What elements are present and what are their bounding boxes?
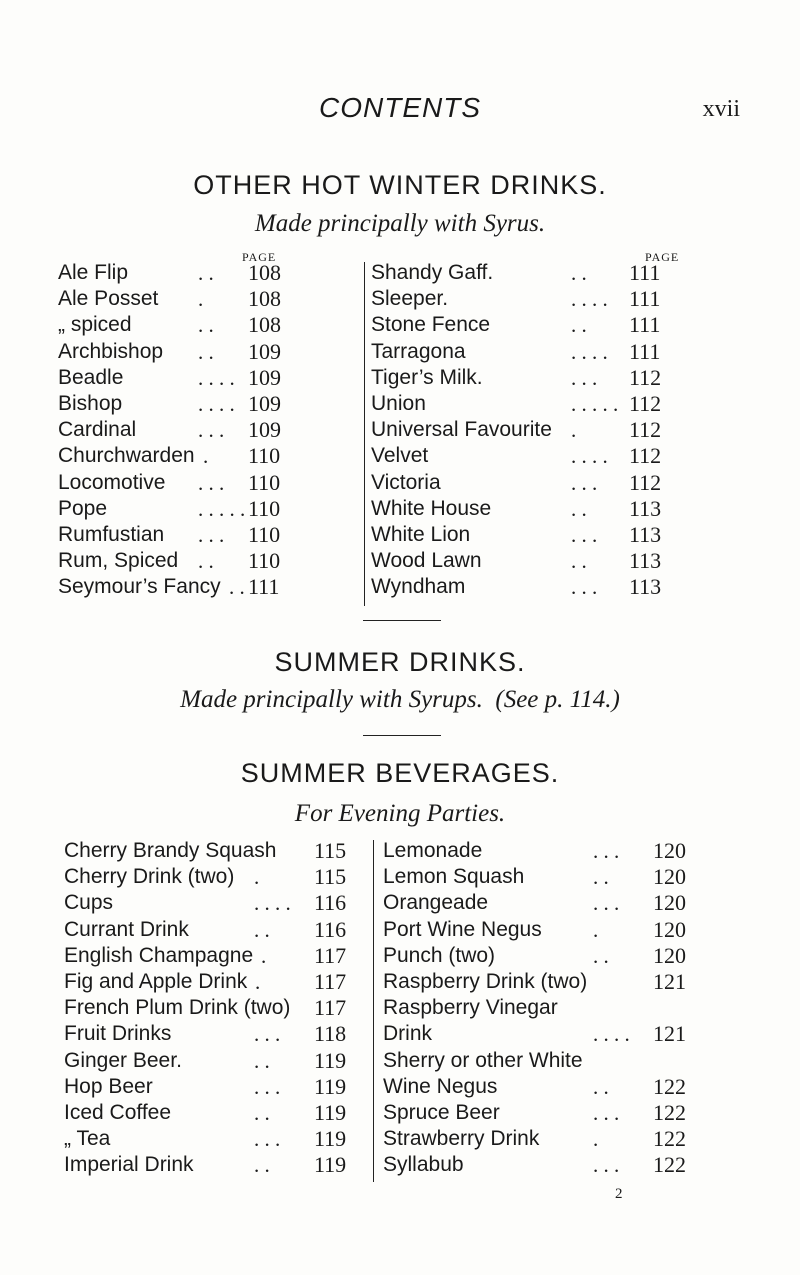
leader-dots: . . bbox=[254, 917, 270, 942]
leader-dots: . . . bbox=[254, 1127, 281, 1152]
leader-dots: . . bbox=[198, 261, 214, 285]
entry-name: Victoria bbox=[371, 470, 441, 494]
entry-page-number: 119 bbox=[314, 1073, 347, 1099]
winter-list-left bbox=[58, 260, 368, 600]
entry-page-number: 113 bbox=[629, 574, 662, 600]
leader-dots: . . . . bbox=[571, 287, 608, 312]
entry-name: Lemonade bbox=[383, 839, 483, 862]
leader-dots: . . . . bbox=[571, 339, 608, 364]
list-item bbox=[58, 548, 368, 574]
signature-mark: 2 bbox=[615, 1186, 623, 1202]
entry-page-number: 111 bbox=[629, 260, 661, 285]
entry-name: Fruit Drinks bbox=[64, 1022, 172, 1046]
entry-name: Pope bbox=[58, 496, 108, 520]
entry-page-number: 108 bbox=[248, 312, 281, 338]
entry-page-number: 117 bbox=[314, 942, 347, 968]
leader-dots: . bbox=[593, 917, 599, 942]
entry-name: Spruce Beer bbox=[383, 1100, 500, 1124]
leader-dots: . . bbox=[571, 549, 587, 574]
entry-name: Wood Lawn bbox=[371, 549, 482, 573]
entry-page-number: 108 bbox=[248, 260, 281, 285]
leader-dots: . . . . bbox=[254, 891, 291, 916]
leader-dots: . . bbox=[571, 313, 587, 338]
entry-page-number: 112 bbox=[629, 364, 662, 390]
list-item bbox=[371, 286, 691, 312]
leader-dots: . . . bbox=[198, 470, 225, 495]
list-item bbox=[58, 286, 368, 312]
entry-page-number: 122 bbox=[653, 1152, 686, 1178]
section-heading-summer-beverages: SUMMER BEVERAGES. bbox=[240, 758, 560, 788]
entry-name: Stone Fence bbox=[371, 313, 491, 337]
list-item bbox=[371, 574, 691, 600]
leader-dots: . . . bbox=[593, 839, 620, 863]
leader-dots: . . . . bbox=[198, 391, 235, 416]
entry-page-number: 116 bbox=[314, 916, 347, 942]
entry-page-number: 112 bbox=[629, 417, 662, 443]
entry-page-number: 112 bbox=[629, 469, 662, 495]
leader-dots: . bbox=[571, 418, 577, 443]
list-item bbox=[58, 522, 368, 548]
entry-name: Punch (two) bbox=[383, 943, 496, 967]
leader-dots: . . bbox=[593, 943, 609, 968]
entry-page-number: 122 bbox=[653, 1073, 686, 1099]
entry-page-number: 121 bbox=[653, 1021, 686, 1047]
entry-name: Universal Favourite bbox=[371, 418, 552, 442]
section-heading-winter: OTHER HOT WINTER DRINKS. bbox=[193, 170, 607, 200]
entry-name: Cups bbox=[64, 891, 114, 915]
list-item bbox=[383, 1021, 713, 1047]
entry-name: Port Wine Negus bbox=[383, 917, 542, 941]
leader-dots: . . . bbox=[593, 1153, 620, 1178]
list-item bbox=[64, 1074, 374, 1100]
entry-name: Rumfustian bbox=[58, 522, 165, 546]
entry-page-number: 121 bbox=[653, 968, 686, 994]
entry-page-number: 122 bbox=[653, 1099, 686, 1125]
leader-dots: . bbox=[593, 1127, 599, 1152]
entry-name: Beadle bbox=[58, 365, 124, 389]
list-item bbox=[371, 496, 691, 522]
entry-name: Iced Coffee bbox=[64, 1100, 172, 1124]
list-item bbox=[371, 260, 691, 286]
summer-drinks-subheading-text: Made principally with Syrups. bbox=[180, 686, 483, 713]
list-item bbox=[371, 339, 691, 365]
entry-page-number: 120 bbox=[653, 942, 686, 968]
list-item bbox=[64, 864, 374, 890]
beverages-list-left bbox=[64, 838, 374, 1178]
entry-name: Cherry Brandy Squash bbox=[64, 839, 277, 862]
entry-name: Union bbox=[371, 391, 426, 415]
leader-dots: . . . . . bbox=[198, 496, 246, 521]
leader-dots: . . bbox=[198, 549, 214, 574]
list-item bbox=[64, 1021, 374, 1047]
entry-name: Locomotive bbox=[58, 470, 166, 494]
list-item bbox=[383, 1048, 713, 1074]
entry-page-number: 110 bbox=[248, 548, 281, 574]
section-heading-summer-drinks: SUMMER DRINKS. bbox=[274, 647, 526, 677]
list-item bbox=[64, 1126, 374, 1152]
list-item bbox=[371, 443, 691, 469]
entry-name: Seymour’s Fancy bbox=[58, 575, 221, 599]
list-item bbox=[371, 548, 691, 574]
leader-dots: . bbox=[254, 865, 260, 890]
list-item bbox=[371, 417, 691, 443]
entry-name: Strawberry Drink bbox=[383, 1127, 540, 1151]
entry-page-number: 120 bbox=[653, 838, 686, 863]
entry-name: Cardinal bbox=[58, 418, 137, 442]
entry-page-number: 116 bbox=[314, 890, 347, 916]
entry-page-number: 120 bbox=[653, 890, 686, 916]
list-item bbox=[64, 1100, 374, 1126]
entry-page-number: 112 bbox=[629, 443, 662, 469]
entry-name: Tarragona bbox=[371, 339, 466, 363]
list-item bbox=[64, 917, 374, 943]
list-item bbox=[371, 391, 691, 417]
entry-name: Raspberry Vinegar bbox=[383, 996, 558, 1020]
leader-dots: . . . bbox=[593, 891, 620, 916]
list-item bbox=[64, 995, 374, 1021]
entry-page-number: 111 bbox=[629, 338, 661, 364]
page-column-label-left: PAGE bbox=[242, 250, 277, 264]
entry-page-number: 113 bbox=[629, 521, 662, 547]
list-item bbox=[58, 391, 368, 417]
list-item bbox=[58, 312, 368, 338]
entry-name: Churchwarden bbox=[58, 444, 195, 468]
column-divider bbox=[373, 840, 374, 1182]
list-item bbox=[64, 969, 374, 995]
entry-name: Syllabub bbox=[383, 1153, 464, 1177]
leader-dots: . . bbox=[229, 575, 245, 600]
entry-page-number: 117 bbox=[314, 995, 347, 1021]
entry-name: Cherry Drink (two) bbox=[64, 865, 235, 889]
list-item bbox=[58, 470, 368, 496]
list-item bbox=[371, 312, 691, 338]
entry-name: Bishop bbox=[58, 391, 123, 415]
entry-name: Lemon Squash bbox=[383, 865, 525, 889]
entry-page-number: 113 bbox=[629, 548, 662, 574]
leader-dots: . bbox=[203, 444, 209, 469]
list-item bbox=[383, 890, 713, 916]
list-item bbox=[64, 890, 374, 916]
entry-page-number: 110 bbox=[248, 495, 281, 521]
leader-dots: . . . bbox=[571, 522, 598, 547]
list-item bbox=[371, 365, 691, 391]
list-item bbox=[58, 496, 368, 522]
entry-name: English Champagne bbox=[64, 943, 254, 967]
list-item bbox=[383, 943, 713, 969]
entry-page-number: 115 bbox=[314, 864, 347, 890]
page-column-label-right: PAGE bbox=[645, 250, 680, 264]
leader-dots: . . . bbox=[571, 365, 598, 390]
running-head-title: CONTENTS bbox=[319, 92, 481, 123]
entry-page-number: 108 bbox=[248, 286, 281, 312]
entry-page-number: 111 bbox=[629, 312, 661, 338]
entry-name: Raspberry Drink (two) bbox=[383, 969, 588, 993]
entry-name: Orangeade bbox=[383, 891, 489, 915]
leader-dots: . . . . bbox=[571, 444, 608, 469]
entry-name: „ spiced bbox=[58, 313, 132, 337]
column-divider bbox=[364, 262, 365, 606]
leader-dots: . bbox=[255, 969, 261, 994]
leader-dots: . . . . bbox=[198, 365, 235, 390]
entry-page-number: 112 bbox=[629, 390, 662, 416]
list-item bbox=[58, 365, 368, 391]
leader-dots: . . . bbox=[198, 522, 225, 547]
entry-name: Sleeper. bbox=[371, 287, 449, 311]
entry-name: Drink bbox=[383, 1022, 433, 1046]
list-item bbox=[383, 1126, 713, 1152]
list-item bbox=[383, 995, 713, 1021]
running-head bbox=[0, 92, 800, 132]
entry-page-number: 119 bbox=[314, 1099, 347, 1125]
section-rule bbox=[363, 620, 441, 621]
section-subheading-summer-beverages: For Evening Parties. bbox=[294, 800, 506, 827]
list-item bbox=[383, 1152, 713, 1178]
leader-dots: . . bbox=[198, 313, 214, 338]
list-item bbox=[383, 917, 713, 943]
list-item bbox=[371, 470, 691, 496]
entry-name: Ginger Beer. bbox=[64, 1048, 182, 1072]
entry-name: Shandy Gaff. bbox=[371, 261, 494, 284]
list-item bbox=[58, 574, 368, 600]
list-item bbox=[58, 339, 368, 365]
entry-page-number: 110 bbox=[248, 443, 281, 469]
leader-dots: . bbox=[198, 287, 204, 312]
beverages-list-right bbox=[383, 838, 713, 1178]
list-item bbox=[371, 522, 691, 548]
leader-dots: . . bbox=[254, 1100, 270, 1125]
list-item bbox=[64, 943, 374, 969]
entry-name: White Lion bbox=[371, 522, 471, 546]
entry-page-number: 109 bbox=[248, 338, 281, 364]
entry-page-number: 110 bbox=[248, 469, 281, 495]
leader-dots: . bbox=[261, 943, 267, 968]
entry-page-number: 119 bbox=[314, 1047, 347, 1073]
entry-page-number: 115 bbox=[314, 838, 347, 863]
leader-dots: . . . bbox=[198, 418, 225, 443]
leader-dots: . . bbox=[571, 496, 587, 521]
leader-dots: . . bbox=[593, 1074, 609, 1099]
leader-dots: . . . bbox=[254, 1022, 281, 1047]
leader-dots: . . . bbox=[593, 1100, 620, 1125]
list-item bbox=[64, 1048, 374, 1074]
entry-name: Wyndham bbox=[371, 575, 466, 599]
leader-dots: . . . bbox=[571, 575, 598, 600]
list-item bbox=[64, 1152, 374, 1178]
leader-dots: . . bbox=[593, 865, 609, 890]
entry-page-number: 120 bbox=[653, 916, 686, 942]
entry-name: White House bbox=[371, 496, 492, 520]
entry-page-number: 109 bbox=[248, 417, 281, 443]
entry-name: Ale Posset bbox=[58, 287, 159, 311]
list-item bbox=[58, 417, 368, 443]
entry-name: Imperial Drink bbox=[64, 1153, 194, 1177]
entry-name: Wine Negus bbox=[383, 1074, 498, 1098]
entry-page-number: 120 bbox=[653, 864, 686, 890]
entry-name: „ Tea bbox=[64, 1127, 111, 1151]
list-item bbox=[383, 838, 713, 864]
list-item bbox=[383, 864, 713, 890]
leader-dots: . . . . bbox=[593, 1022, 630, 1047]
entry-name: Rum, Spiced bbox=[58, 549, 179, 573]
list-item bbox=[383, 1074, 713, 1100]
entry-page-number: 111 bbox=[248, 574, 280, 600]
leader-dots: . . bbox=[254, 1048, 270, 1073]
leader-dots: . . bbox=[198, 339, 214, 364]
entry-name: Sherry or other White bbox=[383, 1048, 583, 1072]
entry-name: Ale Flip bbox=[58, 261, 129, 284]
entry-name: Tiger’s Milk. bbox=[371, 365, 483, 389]
entry-name: Hop Beer bbox=[64, 1074, 153, 1098]
winter-list-right bbox=[371, 260, 691, 600]
entry-page-number: 111 bbox=[629, 286, 661, 312]
leader-dots: . . . . . bbox=[571, 391, 619, 416]
entry-page-number: 110 bbox=[248, 521, 281, 547]
leader-dots: . . bbox=[254, 1153, 270, 1178]
entry-name: Fig and Apple Drink bbox=[64, 969, 248, 993]
section-rule bbox=[363, 735, 441, 736]
list-item bbox=[64, 838, 374, 864]
summer-drinks-note: (See p. 114.) bbox=[495, 686, 620, 713]
entry-page-number: 117 bbox=[314, 968, 347, 994]
leader-dots: . . bbox=[571, 261, 587, 285]
entry-page-number: 119 bbox=[314, 1152, 347, 1178]
leader-dots: . . . bbox=[254, 1074, 281, 1099]
list-item bbox=[383, 969, 713, 995]
running-head-page-number: xvii bbox=[702, 96, 740, 122]
entry-page-number: 113 bbox=[629, 495, 662, 521]
leader-dots: . . . bbox=[571, 470, 598, 495]
entry-page-number: 118 bbox=[314, 1021, 347, 1047]
section-subheading-summer-drinks bbox=[0, 686, 800, 714]
list-item bbox=[58, 443, 368, 469]
entry-name: French Plum Drink (two) bbox=[64, 996, 291, 1020]
entry-page-number: 122 bbox=[653, 1126, 686, 1152]
section-subheading-winter: Made principally with Syrus. bbox=[254, 210, 546, 237]
list-item bbox=[58, 260, 368, 286]
entry-name: Archbishop bbox=[58, 339, 164, 363]
entry-page-number: 109 bbox=[248, 364, 281, 390]
list-item bbox=[383, 1100, 713, 1126]
entry-name: Velvet bbox=[371, 444, 429, 468]
entry-page-number: 119 bbox=[314, 1126, 347, 1152]
entry-page-number: 109 bbox=[248, 390, 281, 416]
entry-name: Currant Drink bbox=[64, 917, 189, 941]
